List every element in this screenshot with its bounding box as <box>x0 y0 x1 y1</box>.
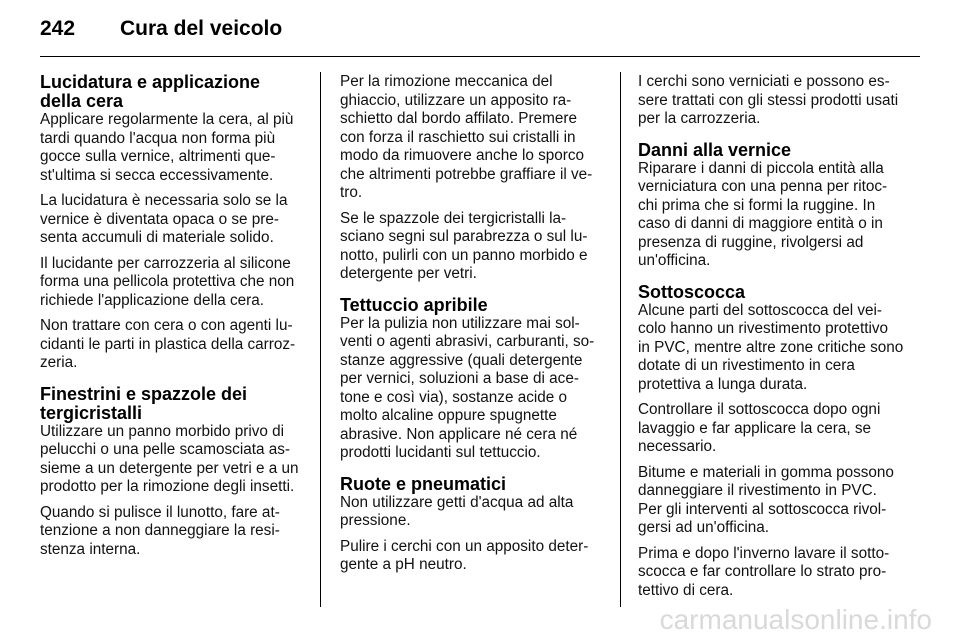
paragraph: Riparare i danni di piccola entità alla verniciatura con una penna per ritoc-chi prima che si formi la ruggine. In caso di danni di maggiore entità o in presenza di ruggine, rivolgersi ad un'officina. <box>638 159 888 269</box>
page-title: Cura del veicolo <box>120 17 283 40</box>
column-1 <box>40 73 302 566</box>
paragraph: Utilizzare un panno morbido privo di pelucchi o una pelle scamosciata as-sieme a un detergente per vetri e a un prodotto per la rimozione degli insetti. <box>40 422 299 495</box>
heading-ruote: Ruote e pneumatici <box>340 473 507 494</box>
paragraph: Bitume e materiali in gomma possono danneggiare il rivestimento in PVC. Per gli interventi al sottoscocca rivol-gersi ad un'officina. <box>638 463 894 536</box>
paragraph: I cerchi sono verniciati e possono es-sere trattati con gli stessi prodotti usati per la carrozzeria. <box>638 73 899 127</box>
paragraph: Controllare il sottoscocca dopo ogni lavaggio e far applicare la cera, se necessario. <box>638 401 881 455</box>
page-number: 242 <box>40 17 76 40</box>
paragraph: Applicare regolarmente la cera, al più tardi quando l'acqua non forma più gocce sulla vernice, altrimenti que-st'ultima si secca eccessivamente. <box>40 111 294 184</box>
column-2 <box>340 73 602 582</box>
paragraph: Non trattare con cera o con agenti lu-cidanti le parti in plastica della carroz-zeria. <box>40 317 296 371</box>
heading-finestrini: Finestrini e spazzole dei tergicristalli <box>40 383 248 423</box>
paragraph: Prima e dopo l'inverno lavare il sotto-scocca e far controllare lo strato pro-tettivo di cera. <box>638 544 890 599</box>
page-header <box>40 17 920 51</box>
column-3 <box>638 73 904 607</box>
heading-lucidatura: Lucidatura e applicazione della cera <box>40 72 261 111</box>
column-divider-1 <box>320 72 321 607</box>
paragraph: Quando si pulisce il lunotto, fare at-tenzione a non danneggiare la resi-stenza interna. <box>40 503 280 558</box>
heading-tettuccio: Tettuccio apribile <box>340 294 488 315</box>
paragraph: Se le spazzole dei tergicristalli la-sciano segni sul parabrezza o sul lu-notto, pulirli con un panno morbido e detergente per vetri. <box>340 209 588 282</box>
paragraph: Il lucidante per carrozzeria al silicone forma una pellicola protettiva che non richiede l'applicazione della cera. <box>40 254 295 309</box>
paragraph: Per la pulizia non utilizzare mai sol-venti o agenti abrasivi, carburanti, so-stanze aggressive (quali detergente per vernici, soluzioni a base di ace-tone e così via), sostanze acide o molto alcaline oppure spugnette abrasive. Non applicare né cera né prodotti lucidanti sul tettuccio. <box>340 314 595 461</box>
heading-danni: Danni alla vernice <box>638 139 792 160</box>
header-rule <box>40 56 920 57</box>
paragraph: Non utilizzare getti d'acqua ad alta pressione. <box>340 493 574 529</box>
watermark: carmanualsonline.info <box>659 604 932 635</box>
paragraph: Alcune parti del sottoscocca del vei-colo hanno un rivestimento protettivo in PVC, mentre altre zone critiche sono dotate di un rivestimento in cera protettiva a lunga durata. <box>638 301 904 393</box>
paragraph: Pulire i cerchi con un apposito deter-gente a pH neutro. <box>340 537 589 573</box>
column-divider-2 <box>620 72 621 607</box>
paragraph: La lucidatura è necessaria solo se la vernice è diventata opaca o se pre-senta accumuli di materiale solido. <box>40 192 288 246</box>
paragraph: Per la rimozione meccanica del ghiaccio, utilizzare un apposito ra-schietto dal bordo affilato. Premere con forza il raschietto sui cristalli in modo da rimuovere anche lo sporco che altrimenti potrebbe graffiare il ve-tro. <box>340 73 593 201</box>
heading-sottoscocca: Sottoscocca <box>638 281 746 302</box>
